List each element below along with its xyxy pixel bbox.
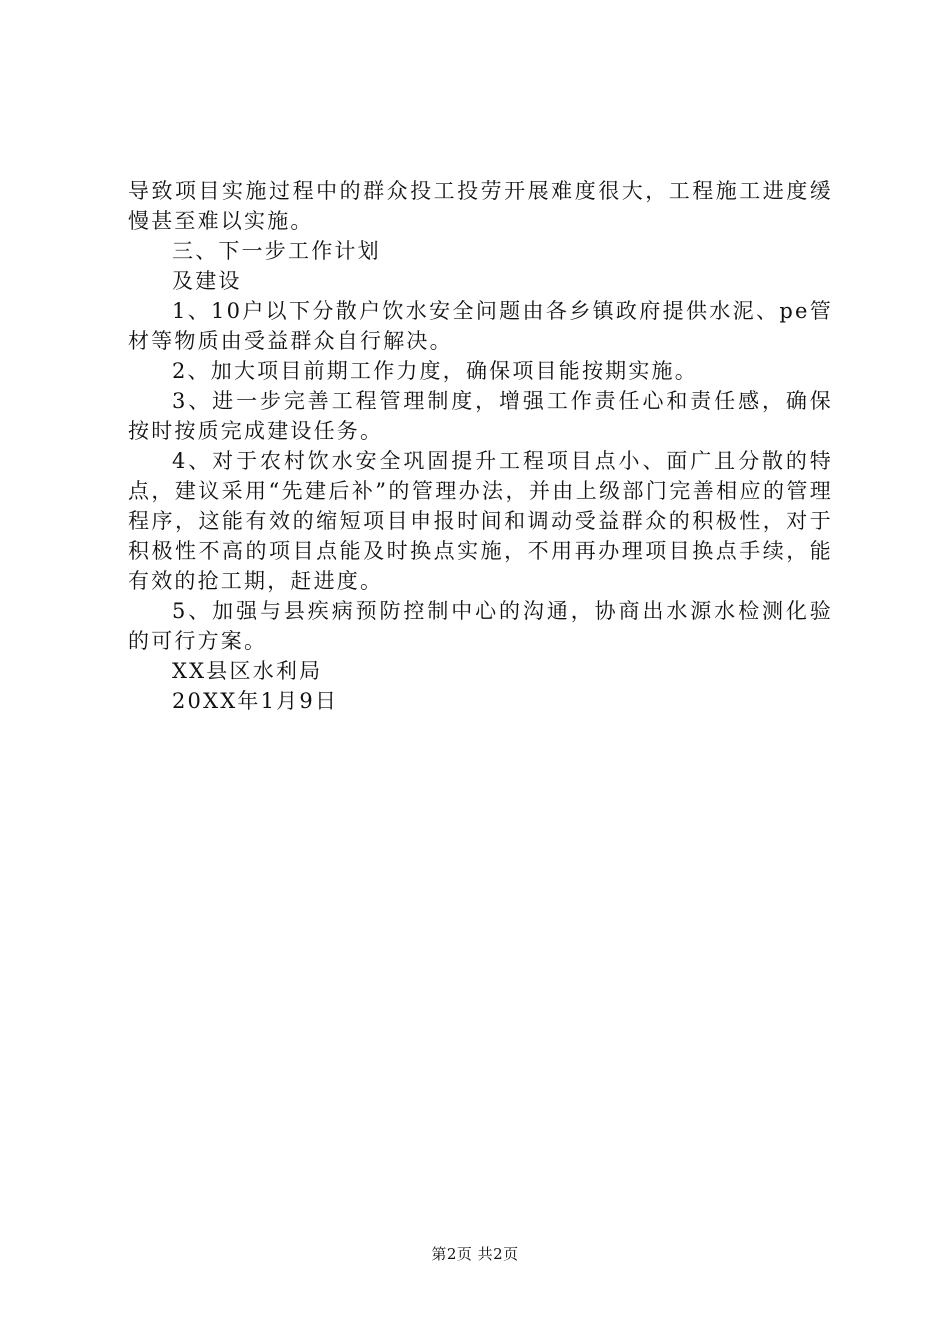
paragraph-item-5: 5、加强与县疾病预防控制中心的沟通，协商出水源水检测化验的可行方案。 <box>128 599 833 653</box>
section-heading-continuation: 及建设 <box>172 269 242 293</box>
signature-organization: XX县区水利局 <box>172 659 323 683</box>
section-heading-next-steps: 三、下一步工作计划 <box>172 239 381 263</box>
paragraph-continuation: 导致项目实施过程中的群众投工投劳开展难度很大，工程施工进度缓慢甚至难以实施。 <box>128 179 833 233</box>
paragraph-item-1: 1、10户以下分散户饮水安全问题由各乡镇政府提供水泥、pe管材等物质由受益群众自行解决。 <box>128 299 833 353</box>
paragraph-item-4: 4、对于农村饮水安全巩固提升工程项目点小、面广且分散的特点，建议采用“先建后补”的管理办法，并由上级部门完善相应的管理程序，这能有效的缩短项目申报时间和调动受益群众的积极性，对于积极性不高的项目点能及时换点实施，不用再办理项目换点手续，能有效的抢工期，赶进度。 <box>128 449 833 593</box>
paragraph-item-2: 2、加大项目前期工作力度，确保项目能按期实施。 <box>172 359 698 383</box>
document-body <box>128 176 833 716</box>
page-number-footer: 第2页 共2页 <box>431 1245 519 1263</box>
paragraph-item-3: 3、进一步完善工程管理制度，增强工作责任心和责任感，确保按时按质完成建设任务。 <box>128 389 833 443</box>
signature-date: 20XX年1月9日 <box>172 689 339 713</box>
